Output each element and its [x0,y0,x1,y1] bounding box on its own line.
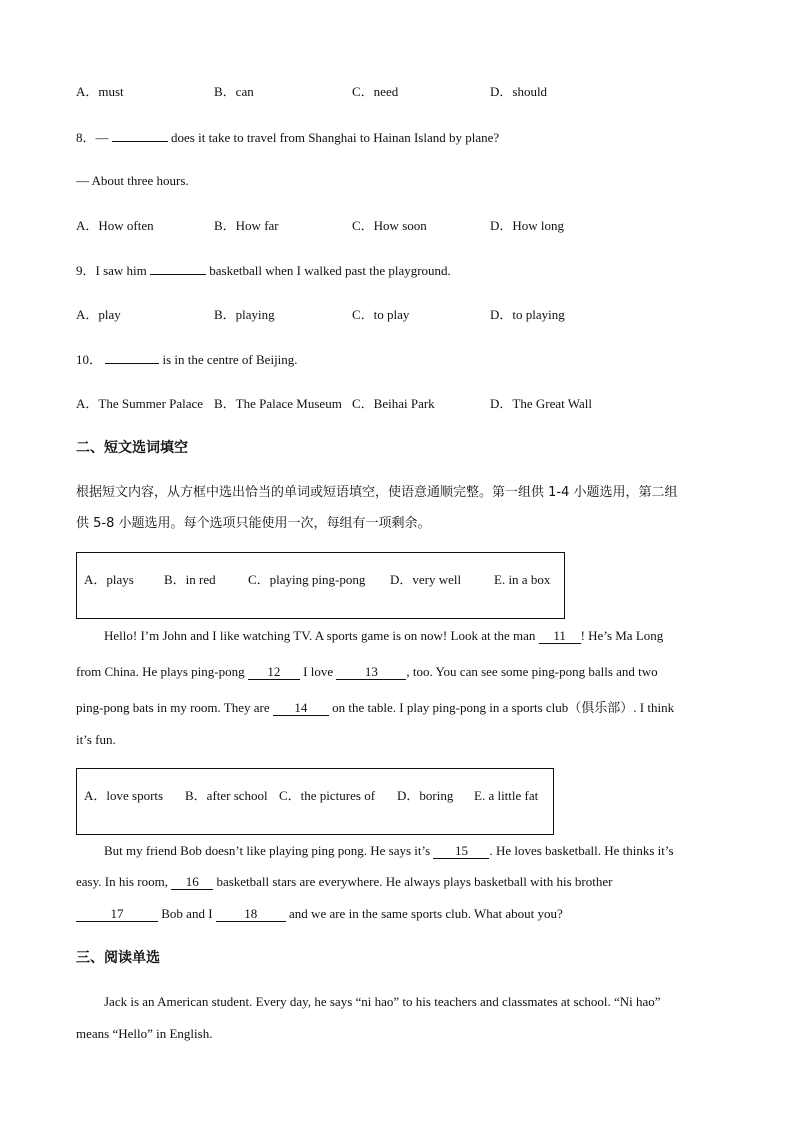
passage1-text: ping-pong bats in my room. They are [76,700,273,715]
passage1-text: ! He’s Ma Long [580,628,664,643]
blank-13[interactable]: 13 [336,665,406,680]
section2-title: 二、短文选词填空 [76,440,188,456]
q9-prefix: 9．I saw him [76,263,147,278]
box2-option-b: B．after school [185,788,268,803]
passage1-text: on the table. I play ping-pong in a sports club（俱乐部）. I think [328,700,675,715]
q10-blank[interactable] [105,351,159,364]
blank-16[interactable]: 16 [171,875,213,890]
q7-option-a[interactable]: A．must [76,84,124,99]
passage1-line3 [76,700,674,716]
q7-option-d[interactable]: D．should [490,84,548,99]
box2-option-a: A．love sports [84,788,164,803]
passage2-line2 [76,874,612,890]
q8-prefix: 8．— [76,130,109,145]
passage2-text: . He loves basketball. He thinks it’s [489,843,674,858]
q10-prefix: 10． [76,352,103,367]
q9-suffix: basketball when I walked past the playground. [209,263,451,278]
passage2-text: and we are in the same sports club. What about you? [285,906,563,921]
box2-option-d: D．boring [397,788,454,803]
passage2-text: Bob and I [158,906,216,921]
blank-17[interactable]: 17 [76,907,158,922]
passage2-line1 [104,843,674,859]
q8-option-a[interactable]: A．How often [76,218,154,233]
passage1-line2 [76,664,658,680]
q9-option-b[interactable]: B．playing [214,307,275,322]
q9-question [76,262,451,279]
box1-option-c: C．playing ping-pong [248,572,366,587]
q8-blank[interactable] [112,129,168,142]
q10-option-d[interactable]: D．The Great Wall [490,396,592,411]
passage1-text: from China. He plays ping-pong [76,664,248,679]
passage2-line3 [76,906,563,922]
section3-title: 三、阅读单选 [76,950,160,966]
passage1-line1 [104,628,663,644]
passage1-text: I love [299,664,337,679]
q10-option-b[interactable]: B．The Palace Museum [214,396,342,411]
section2-instruction-line1: 根据短文内容，从方框中选出恰当的单词或短语填空，使语意通顺完整。第一组供 1-4 小题选用，第二组 [76,485,678,500]
q8-option-b[interactable]: B．How far [214,218,279,233]
q9-option-c[interactable]: C．to play [352,307,410,322]
q8-option-c[interactable]: C．How soon [352,218,427,233]
q8-suffix: does it take to travel from Shanghai to Hainan Island by plane? [171,130,500,145]
q8-question [76,129,499,146]
blank-14[interactable]: 14 [273,701,329,716]
passage1-line4: it’s fun. [76,732,116,747]
q7-option-c[interactable]: C．need [352,84,399,99]
q8-option-d[interactable]: D．How long [490,218,565,233]
section2-instruction-line2: 供 5-8 小题选用。每个选项只能使用一次，每组有一项剩余。 [76,516,431,531]
q9-blank[interactable] [150,262,206,275]
section3-line1: Jack is an American student. Every day, he says “ni hao” to his teachers and classmates at school. “Ni hao” [104,994,661,1009]
q10-suffix: is in the centre of Beijing. [162,352,298,367]
q10-option-a[interactable]: A．The Summer Palace [76,396,204,411]
passage2-text: easy. In his room, [76,874,172,889]
q10-option-c[interactable]: C．Beihai Park [352,396,435,411]
blank-15[interactable]: 15 [433,844,489,859]
q9-option-d[interactable]: D．to playing [490,307,565,322]
passage2-text: But my friend Bob doesn’t like playing ping pong. He says it’s [104,843,434,858]
box1-option-d: D．very well [390,572,462,587]
box1-option-b: B．in red [164,572,216,587]
passage1-text: , too. You can see some ping-pong balls and two [406,664,658,679]
passage1-text: Hello! I’m John and I like watching TV. A sports game is on now! Look at the man [104,628,539,643]
box2-option-c: C．the pictures of [279,788,376,803]
blank-18[interactable]: 18 [216,907,286,922]
box1-option-a: A．plays [84,572,134,587]
passage2-text: basketball stars are everywhere. He always plays basketball with his brother [213,874,613,889]
box2-option-e: E. a little fat [474,788,539,803]
q7-option-b[interactable]: B．can [214,84,254,99]
blank-11[interactable]: 11 [539,629,581,644]
q9-option-a[interactable]: A．play [76,307,121,322]
section3-line2: means “Hello” in English. [76,1026,213,1041]
blank-12[interactable]: 12 [248,665,300,680]
q10-question [76,351,298,368]
q8-answer: — About three hours. [76,173,189,188]
box1-option-e: E. in a box [494,572,551,587]
